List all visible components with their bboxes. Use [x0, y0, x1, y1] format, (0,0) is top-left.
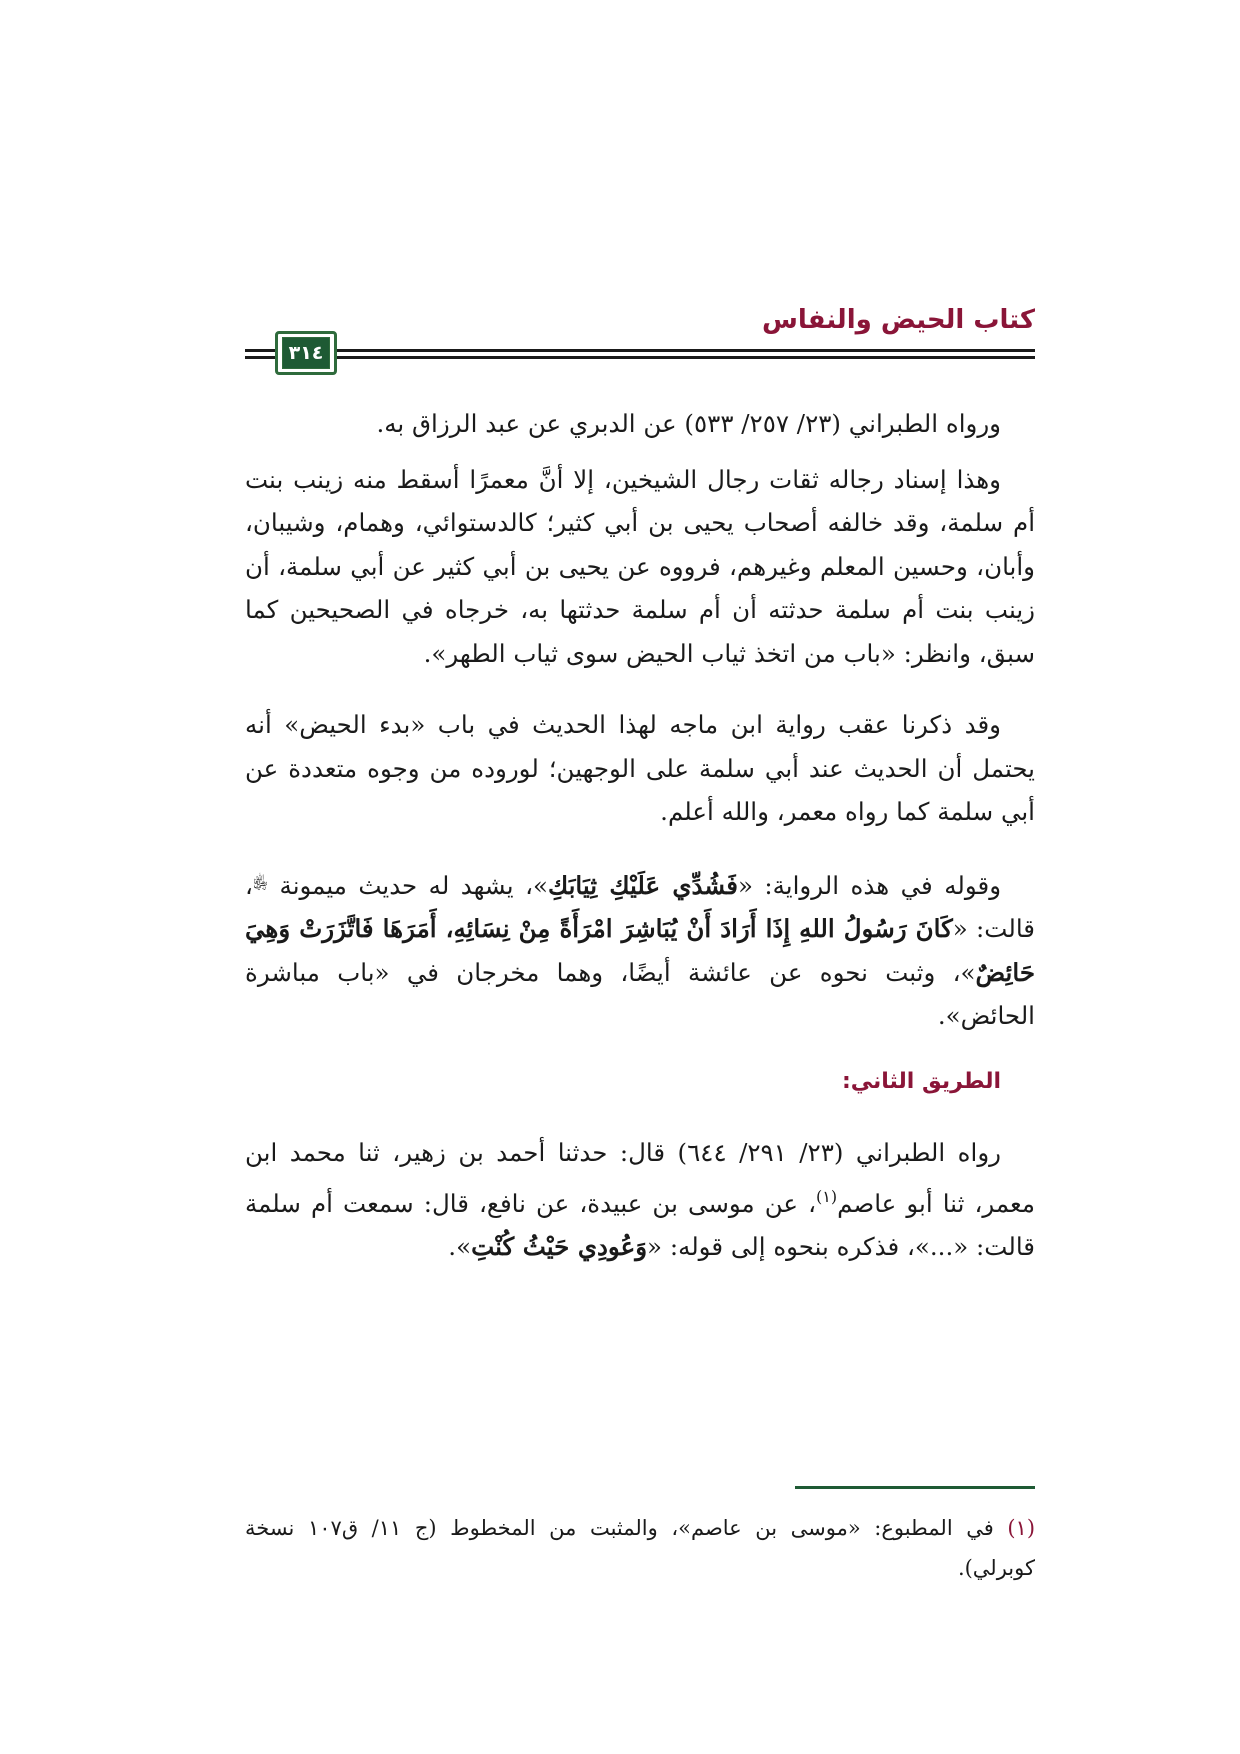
paragraph-1: ورواه الطبراني (٢٣/ ٢٥٧/ ٥٣٣) عن الدبري عن عبد الرزاق به.	[376, 409, 1001, 438]
page-number-badge	[275, 331, 337, 375]
paragraph-2: وهذا إسناد رجاله ثقات رجال الشيخين، إلا أنَّ معمرًا أسقط منه زينب بنت أم سلمة، وقد خالفه أصحاب يحيى بن أبي كثير؛ كالدستوائي، وهمام، وشيبان، وأبان، وحسين المعلم وغيرهم، فرووه عن يحيى بن أبي كثير عن أبي سلمة، أن زينب بنت أم سلمة حدثته أن أم سلمة حدثتها به، خرجاه في الصحيحين كما سبق، وانظر: «باب من اتخذ ثياب الحيض سوى ثياب الطهر».	[245, 464, 1035, 668]
hadith-quote: كَانَ رَسُولُ اللهِ إِذَا أَرَادَ أَنْ يُبَاشِرَ امْرَأَةً مِنْ نِسَائِهِ، أَمَرَهَا فَاتَّزَرَتْ وَهِيَ حَائِضٌ	[245, 914, 1035, 987]
text-run: »، وثبت نحوه عن عائشة أيضًا، وهما مخرجان في «باب مباشرة الحائض».	[245, 957, 1035, 1030]
footnote-number: (١)	[1007, 1516, 1036, 1540]
text-run: رواه الطبراني (٢٣/ ٢٩١/ ٦٤٤) قال: حدثنا أحمد بن زهير، ثنا محمد ابن معمر، ثنا أبو عاصم	[245, 1138, 1035, 1218]
paragraph-5	[245, 1131, 1035, 1269]
header-rule-bottom	[245, 356, 1035, 359]
text-run: وقوله في هذه الرواية: «	[737, 870, 1002, 900]
book-title: كتاب الحيض والنفاس	[761, 305, 1035, 335]
footnote	[245, 1508, 1035, 1588]
paragraph-4	[245, 862, 1035, 1038]
text-run: ، عن موسى بن عبيدة، عن نافع، قال: سمعت أم سلمة قالت: «...»، فذكره بنحوه إلى قوله: «	[245, 1188, 1035, 1261]
text-run: ، قالت: «	[245, 870, 1036, 943]
paragraph-3: وقد ذكرنا عقب رواية ابن ماجه لهذا الحديث في باب «بدء الحيض» أنه يحتمل أن الحديث عند أبي سلمة على الوجهين؛ لوروده من وجوه متعددة عن أبي سلمة كما رواه معمر، والله أعلم.	[245, 710, 1035, 826]
section-subheading: الطريق الثاني:	[841, 1068, 1001, 1094]
honorific-symbol: ﵂	[252, 873, 269, 892]
main-text	[245, 402, 1035, 1269]
header-rule-top	[245, 349, 1035, 352]
footnote-reference[interactable]: (١)	[816, 1186, 838, 1206]
page-number: ٣١٤	[282, 337, 330, 369]
footnote-text: في المطبوع: «موسى بن عاصم»، والمثبت من المخطوط (ج ١١/ ق١٠٧ نسخة كوبرلي).	[245, 1516, 1035, 1580]
text-run: »، يشهد له حديث ميمونة	[268, 870, 548, 900]
text-run: ».	[448, 1232, 472, 1261]
page-header	[245, 305, 1035, 385]
hadith-quote: وَعُودِي حَيْثُ كُنْتِ	[471, 1232, 648, 1261]
footnote-separator	[795, 1486, 1035, 1489]
hadith-quote: فَشُدِّي عَلَيْكِ ثِيَابَكِ	[547, 870, 738, 900]
